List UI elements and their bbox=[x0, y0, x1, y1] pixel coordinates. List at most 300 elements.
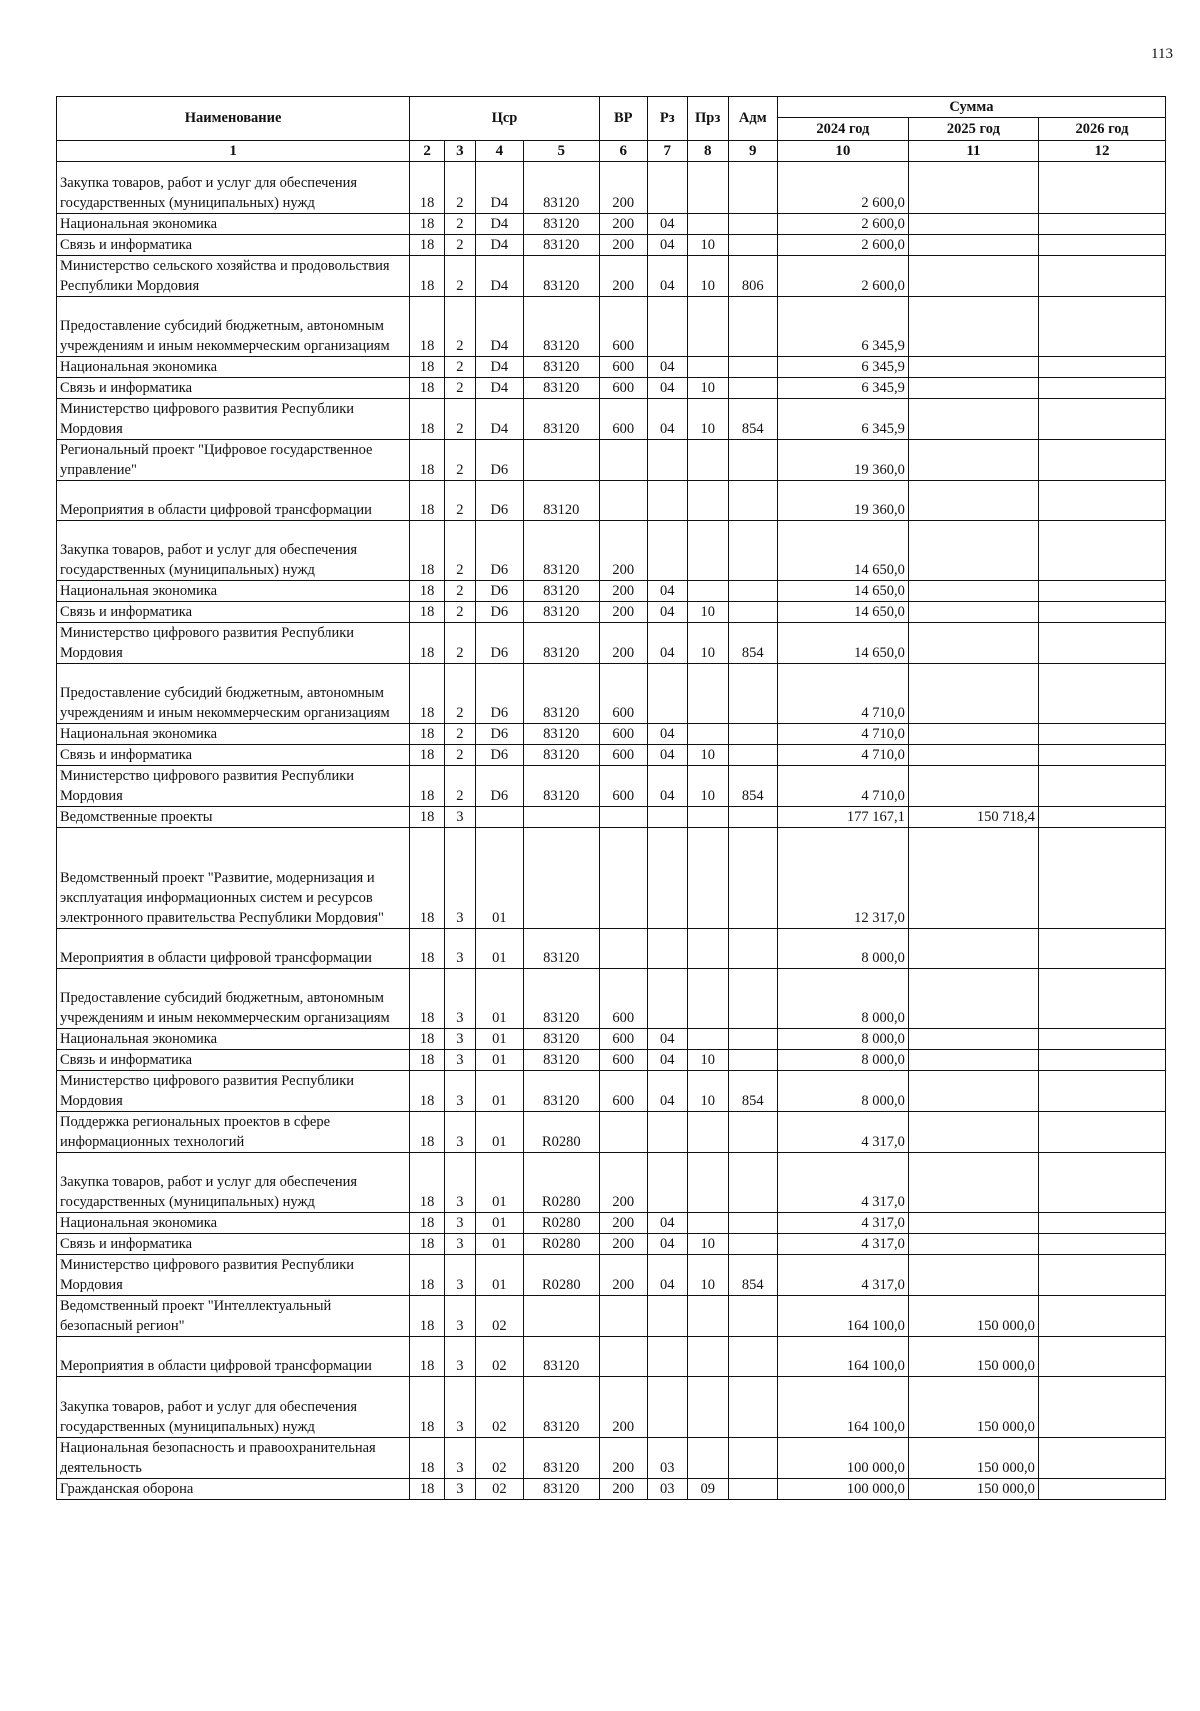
row-name: Министерство цифрового развития Республики Мордовия bbox=[57, 623, 410, 664]
code-program: 18 bbox=[410, 664, 445, 724]
code-program: 18 bbox=[410, 1153, 445, 1213]
code-adm bbox=[728, 1438, 777, 1479]
code-vr: 200 bbox=[599, 1213, 647, 1234]
table-row bbox=[57, 1029, 1166, 1050]
code-vr: 200 bbox=[599, 623, 647, 664]
table-row bbox=[57, 378, 1166, 399]
code-prz: 10 bbox=[687, 1071, 728, 1112]
code-vr bbox=[599, 828, 647, 929]
code-vr: 200 bbox=[599, 1377, 647, 1438]
row-name: Национальная экономика bbox=[57, 1029, 410, 1050]
amount-2025 bbox=[908, 214, 1038, 235]
amount-2025 bbox=[908, 664, 1038, 724]
code-prz: 10 bbox=[687, 1050, 728, 1071]
code-adm bbox=[728, 1337, 777, 1377]
code-type: 2 bbox=[445, 481, 476, 521]
code-rz: 04 bbox=[647, 623, 687, 664]
amount-2026 bbox=[1038, 1438, 1165, 1479]
header-vr: ВР bbox=[599, 97, 647, 141]
code-prz bbox=[687, 1337, 728, 1377]
code-adm: 854 bbox=[728, 399, 777, 440]
amount-2024: 14 650,0 bbox=[777, 623, 908, 664]
amount-2025 bbox=[908, 581, 1038, 602]
amount-2025 bbox=[908, 399, 1038, 440]
code-prz bbox=[687, 1029, 728, 1050]
amount-2026 bbox=[1038, 1153, 1165, 1213]
amount-2025 bbox=[908, 1213, 1038, 1234]
amount-2025: 150 000,0 bbox=[908, 1479, 1038, 1500]
code-direction: 83120 bbox=[523, 1029, 599, 1050]
table-row bbox=[57, 1112, 1166, 1153]
header-prz: Прз bbox=[687, 97, 728, 141]
table-body bbox=[57, 162, 1166, 1500]
code-project: 01 bbox=[475, 1029, 523, 1050]
amount-2026 bbox=[1038, 828, 1165, 929]
amount-2025: 150 000,0 bbox=[908, 1296, 1038, 1337]
column-number-row bbox=[57, 141, 1166, 162]
code-program: 18 bbox=[410, 256, 445, 297]
code-direction: 83120 bbox=[523, 724, 599, 745]
code-project: D4 bbox=[475, 162, 523, 214]
code-program: 18 bbox=[410, 1071, 445, 1112]
code-type: 3 bbox=[445, 1050, 476, 1071]
code-type: 2 bbox=[445, 724, 476, 745]
code-prz bbox=[687, 828, 728, 929]
code-program: 18 bbox=[410, 1479, 445, 1500]
amount-2025 bbox=[908, 828, 1038, 929]
row-name: Национальная экономика bbox=[57, 581, 410, 602]
table-row bbox=[57, 214, 1166, 235]
amount-2024: 8 000,0 bbox=[777, 929, 908, 969]
amount-2024: 100 000,0 bbox=[777, 1438, 908, 1479]
code-direction: 83120 bbox=[523, 969, 599, 1029]
header-sum: Сумма bbox=[777, 97, 1165, 118]
code-prz: 10 bbox=[687, 602, 728, 623]
code-project: D6 bbox=[475, 521, 523, 581]
code-adm bbox=[728, 1112, 777, 1153]
amount-2025 bbox=[908, 1153, 1038, 1213]
code-adm bbox=[728, 214, 777, 235]
code-direction: 83120 bbox=[523, 399, 599, 440]
amount-2025: 150 718,4 bbox=[908, 807, 1038, 828]
table-row bbox=[57, 1071, 1166, 1112]
code-program: 18 bbox=[410, 521, 445, 581]
code-adm: 854 bbox=[728, 1071, 777, 1112]
table-row bbox=[57, 481, 1166, 521]
amount-2026 bbox=[1038, 521, 1165, 581]
amount-2024: 4 317,0 bbox=[777, 1213, 908, 1234]
code-project: 01 bbox=[475, 828, 523, 929]
code-type: 3 bbox=[445, 1071, 476, 1112]
code-program: 18 bbox=[410, 297, 445, 357]
code-type: 3 bbox=[445, 1296, 476, 1337]
code-prz: 09 bbox=[687, 1479, 728, 1500]
amount-2025 bbox=[908, 1050, 1038, 1071]
code-rz: 03 bbox=[647, 1438, 687, 1479]
code-type: 3 bbox=[445, 1255, 476, 1296]
table-row bbox=[57, 162, 1166, 214]
code-project: 01 bbox=[475, 1153, 523, 1213]
amount-2026 bbox=[1038, 1337, 1165, 1377]
amount-2025 bbox=[908, 766, 1038, 807]
table-row bbox=[57, 1050, 1166, 1071]
code-rz: 04 bbox=[647, 214, 687, 235]
amount-2025 bbox=[908, 745, 1038, 766]
amount-2025: 150 000,0 bbox=[908, 1438, 1038, 1479]
amount-2026 bbox=[1038, 297, 1165, 357]
code-vr bbox=[599, 1296, 647, 1337]
header-name: Наименование bbox=[57, 97, 410, 141]
code-rz: 04 bbox=[647, 745, 687, 766]
code-adm: 854 bbox=[728, 623, 777, 664]
code-type: 3 bbox=[445, 929, 476, 969]
code-vr: 600 bbox=[599, 1050, 647, 1071]
amount-2026 bbox=[1038, 1071, 1165, 1112]
amount-2025 bbox=[908, 1029, 1038, 1050]
code-prz bbox=[687, 297, 728, 357]
code-project: D4 bbox=[475, 256, 523, 297]
code-direction: R0280 bbox=[523, 1255, 599, 1296]
code-rz: 04 bbox=[647, 235, 687, 256]
table-row bbox=[57, 1337, 1166, 1377]
row-name: Связь и информатика bbox=[57, 602, 410, 623]
column-number: 9 bbox=[728, 141, 777, 162]
code-direction: 83120 bbox=[523, 664, 599, 724]
code-program: 18 bbox=[410, 724, 445, 745]
amount-2026 bbox=[1038, 766, 1165, 807]
code-adm bbox=[728, 602, 777, 623]
amount-2026 bbox=[1038, 1296, 1165, 1337]
amount-2024: 164 100,0 bbox=[777, 1377, 908, 1438]
code-project: D6 bbox=[475, 623, 523, 664]
code-prz: 10 bbox=[687, 623, 728, 664]
table-row bbox=[57, 1255, 1166, 1296]
code-vr: 600 bbox=[599, 969, 647, 1029]
column-number: 5 bbox=[523, 141, 599, 162]
row-name: Национальная экономика bbox=[57, 724, 410, 745]
code-rz bbox=[647, 828, 687, 929]
code-project: 01 bbox=[475, 1213, 523, 1234]
code-prz bbox=[687, 1377, 728, 1438]
code-rz: 03 bbox=[647, 1479, 687, 1500]
code-vr: 200 bbox=[599, 1255, 647, 1296]
amount-2024: 164 100,0 bbox=[777, 1337, 908, 1377]
amount-2026 bbox=[1038, 969, 1165, 1029]
code-vr bbox=[599, 1337, 647, 1377]
code-project: 02 bbox=[475, 1438, 523, 1479]
code-prz bbox=[687, 357, 728, 378]
code-direction: 83120 bbox=[523, 521, 599, 581]
code-adm bbox=[728, 1377, 777, 1438]
row-name: Национальная экономика bbox=[57, 214, 410, 235]
code-project: 01 bbox=[475, 1050, 523, 1071]
code-prz bbox=[687, 481, 728, 521]
code-project: D4 bbox=[475, 235, 523, 256]
code-prz bbox=[687, 521, 728, 581]
code-rz bbox=[647, 1153, 687, 1213]
amount-2024: 8 000,0 bbox=[777, 1029, 908, 1050]
row-name: Мероприятия в области цифровой трансформации bbox=[57, 929, 410, 969]
amount-2026 bbox=[1038, 623, 1165, 664]
code-rz: 04 bbox=[647, 378, 687, 399]
amount-2026 bbox=[1038, 1112, 1165, 1153]
code-vr: 600 bbox=[599, 297, 647, 357]
code-direction: 83120 bbox=[523, 1071, 599, 1112]
code-prz bbox=[687, 807, 728, 828]
code-rz: 04 bbox=[647, 1050, 687, 1071]
code-adm bbox=[728, 1213, 777, 1234]
amount-2025 bbox=[908, 521, 1038, 581]
amount-2024: 19 360,0 bbox=[777, 481, 908, 521]
table-row bbox=[57, 235, 1166, 256]
code-prz bbox=[687, 1153, 728, 1213]
code-rz: 04 bbox=[647, 602, 687, 623]
row-name: Гражданская оборона bbox=[57, 1479, 410, 1500]
code-vr: 600 bbox=[599, 357, 647, 378]
code-type: 2 bbox=[445, 766, 476, 807]
amount-2026 bbox=[1038, 1029, 1165, 1050]
code-rz bbox=[647, 1112, 687, 1153]
table-row bbox=[57, 1153, 1166, 1213]
code-vr bbox=[599, 929, 647, 969]
code-rz bbox=[647, 1337, 687, 1377]
amount-2025 bbox=[908, 1112, 1038, 1153]
row-name: Предоставление субсидий бюджетным, автономным учреждениям и иным некоммерческим организациям bbox=[57, 969, 410, 1029]
table-row bbox=[57, 357, 1166, 378]
code-adm bbox=[728, 1234, 777, 1255]
code-prz bbox=[687, 929, 728, 969]
code-rz: 04 bbox=[647, 581, 687, 602]
code-vr: 600 bbox=[599, 1029, 647, 1050]
column-number: 3 bbox=[445, 141, 476, 162]
row-name: Ведомственные проекты bbox=[57, 807, 410, 828]
table-row bbox=[57, 297, 1166, 357]
amount-2024: 14 650,0 bbox=[777, 602, 908, 623]
code-vr: 200 bbox=[599, 235, 647, 256]
row-name: Поддержка региональных проектов в сфере информационных технологий bbox=[57, 1112, 410, 1153]
code-adm bbox=[728, 1050, 777, 1071]
code-vr: 200 bbox=[599, 521, 647, 581]
header-rz: Рз bbox=[647, 97, 687, 141]
code-program: 18 bbox=[410, 969, 445, 1029]
amount-2024: 4 710,0 bbox=[777, 724, 908, 745]
amount-2026 bbox=[1038, 378, 1165, 399]
code-type: 3 bbox=[445, 828, 476, 929]
code-prz: 10 bbox=[687, 1255, 728, 1296]
code-project: 01 bbox=[475, 969, 523, 1029]
table-row bbox=[57, 1479, 1166, 1500]
table-row bbox=[57, 1377, 1166, 1438]
page-number: 113 bbox=[1151, 46, 1173, 62]
code-project: 01 bbox=[475, 929, 523, 969]
amount-2026 bbox=[1038, 162, 1165, 214]
code-adm bbox=[728, 724, 777, 745]
code-program: 18 bbox=[410, 1377, 445, 1438]
code-project: 02 bbox=[475, 1377, 523, 1438]
code-project: 02 bbox=[475, 1337, 523, 1377]
code-rz bbox=[647, 481, 687, 521]
amount-2026 bbox=[1038, 399, 1165, 440]
row-name: Министерство цифрового развития Республики Мордовия bbox=[57, 766, 410, 807]
code-project: D6 bbox=[475, 602, 523, 623]
code-direction: 83120 bbox=[523, 1050, 599, 1071]
code-type: 3 bbox=[445, 1234, 476, 1255]
code-prz bbox=[687, 1213, 728, 1234]
code-adm bbox=[728, 1296, 777, 1337]
code-program: 18 bbox=[410, 1029, 445, 1050]
code-vr: 200 bbox=[599, 162, 647, 214]
amount-2025 bbox=[908, 235, 1038, 256]
row-name: Министерство цифрового развития Республики Мордовия bbox=[57, 399, 410, 440]
code-direction bbox=[523, 807, 599, 828]
code-prz bbox=[687, 162, 728, 214]
code-direction: 83120 bbox=[523, 357, 599, 378]
amount-2024: 2 600,0 bbox=[777, 162, 908, 214]
code-project: D6 bbox=[475, 745, 523, 766]
code-adm bbox=[728, 664, 777, 724]
row-name: Закупка товаров, работ и услуг для обеспечения государственных (муниципальных) нужд bbox=[57, 521, 410, 581]
header-adm: Адм bbox=[728, 97, 777, 141]
code-program: 18 bbox=[410, 1255, 445, 1296]
code-rz: 04 bbox=[647, 1234, 687, 1255]
amount-2025: 150 000,0 bbox=[908, 1377, 1038, 1438]
code-project: D6 bbox=[475, 766, 523, 807]
code-program: 18 bbox=[410, 1234, 445, 1255]
table-row bbox=[57, 664, 1166, 724]
budget-table bbox=[56, 96, 1166, 1500]
column-number: 7 bbox=[647, 141, 687, 162]
code-program: 18 bbox=[410, 623, 445, 664]
row-name: Ведомственный проект "Развитие, модернизация и эксплуатация информационных систем и ресурсов электронного правительства Республики Мордовия" bbox=[57, 828, 410, 929]
amount-2024: 4 317,0 bbox=[777, 1153, 908, 1213]
code-adm bbox=[728, 481, 777, 521]
code-direction: 83120 bbox=[523, 297, 599, 357]
code-adm bbox=[728, 162, 777, 214]
code-vr: 200 bbox=[599, 256, 647, 297]
code-vr: 200 bbox=[599, 1479, 647, 1500]
row-name: Мероприятия в области цифровой трансформации bbox=[57, 481, 410, 521]
code-direction: 83120 bbox=[523, 378, 599, 399]
amount-2025 bbox=[908, 1071, 1038, 1112]
code-vr: 600 bbox=[599, 1071, 647, 1112]
code-type: 3 bbox=[445, 1377, 476, 1438]
code-adm bbox=[728, 969, 777, 1029]
code-vr bbox=[599, 440, 647, 481]
amount-2026 bbox=[1038, 256, 1165, 297]
code-direction: 83120 bbox=[523, 1438, 599, 1479]
code-type: 3 bbox=[445, 1337, 476, 1377]
code-vr: 200 bbox=[599, 1438, 647, 1479]
header-year-2026: 2026 год bbox=[1038, 118, 1165, 141]
code-program: 18 bbox=[410, 357, 445, 378]
amount-2025 bbox=[908, 297, 1038, 357]
code-rz: 04 bbox=[647, 1029, 687, 1050]
amount-2025 bbox=[908, 256, 1038, 297]
row-name: Национальная экономика bbox=[57, 357, 410, 378]
amount-2025: 150 000,0 bbox=[908, 1337, 1038, 1377]
code-adm bbox=[728, 828, 777, 929]
column-number: 11 bbox=[908, 141, 1038, 162]
code-project: D4 bbox=[475, 214, 523, 235]
amount-2024: 164 100,0 bbox=[777, 1296, 908, 1337]
code-prz bbox=[687, 1112, 728, 1153]
code-vr: 600 bbox=[599, 378, 647, 399]
code-direction: 83120 bbox=[523, 1479, 599, 1500]
code-prz: 10 bbox=[687, 378, 728, 399]
code-program: 18 bbox=[410, 1213, 445, 1234]
code-adm bbox=[728, 1153, 777, 1213]
code-program: 18 bbox=[410, 399, 445, 440]
code-rz bbox=[647, 162, 687, 214]
table-row bbox=[57, 929, 1166, 969]
code-rz bbox=[647, 969, 687, 1029]
code-program: 18 bbox=[410, 1438, 445, 1479]
code-program: 18 bbox=[410, 1337, 445, 1377]
code-direction: 83120 bbox=[523, 481, 599, 521]
code-type: 2 bbox=[445, 297, 476, 357]
code-type: 3 bbox=[445, 969, 476, 1029]
code-rz bbox=[647, 1377, 687, 1438]
code-program: 18 bbox=[410, 481, 445, 521]
code-program: 18 bbox=[410, 581, 445, 602]
table-row bbox=[57, 440, 1166, 481]
code-prz bbox=[687, 214, 728, 235]
amount-2024: 4 317,0 bbox=[777, 1112, 908, 1153]
code-project: 01 bbox=[475, 1234, 523, 1255]
amount-2026 bbox=[1038, 602, 1165, 623]
code-type: 3 bbox=[445, 1479, 476, 1500]
amount-2024: 12 317,0 bbox=[777, 828, 908, 929]
code-rz bbox=[647, 440, 687, 481]
row-name: Связь и информатика bbox=[57, 1050, 410, 1071]
code-rz: 04 bbox=[647, 1071, 687, 1112]
amount-2025 bbox=[908, 481, 1038, 521]
code-program: 18 bbox=[410, 162, 445, 214]
code-rz: 04 bbox=[647, 724, 687, 745]
code-vr: 600 bbox=[599, 399, 647, 440]
amount-2024: 19 360,0 bbox=[777, 440, 908, 481]
table-row bbox=[57, 256, 1166, 297]
code-vr bbox=[599, 1112, 647, 1153]
code-project: D6 bbox=[475, 440, 523, 481]
code-rz bbox=[647, 521, 687, 581]
code-prz bbox=[687, 1438, 728, 1479]
amount-2026 bbox=[1038, 745, 1165, 766]
code-direction: 83120 bbox=[523, 162, 599, 214]
code-rz: 04 bbox=[647, 357, 687, 378]
code-program: 18 bbox=[410, 807, 445, 828]
code-program: 18 bbox=[410, 235, 445, 256]
column-number: 10 bbox=[777, 141, 908, 162]
code-direction: 83120 bbox=[523, 602, 599, 623]
amount-2024: 6 345,9 bbox=[777, 399, 908, 440]
amount-2025 bbox=[908, 724, 1038, 745]
code-adm bbox=[728, 297, 777, 357]
table-row bbox=[57, 602, 1166, 623]
code-rz bbox=[647, 664, 687, 724]
code-project: D6 bbox=[475, 481, 523, 521]
table-row bbox=[57, 521, 1166, 581]
amount-2025 bbox=[908, 1255, 1038, 1296]
column-number: 12 bbox=[1038, 141, 1165, 162]
code-vr: 600 bbox=[599, 745, 647, 766]
table-row bbox=[57, 807, 1166, 828]
code-vr: 200 bbox=[599, 581, 647, 602]
column-number: 2 bbox=[410, 141, 445, 162]
code-direction: 83120 bbox=[523, 766, 599, 807]
table-row bbox=[57, 1234, 1166, 1255]
code-rz bbox=[647, 807, 687, 828]
